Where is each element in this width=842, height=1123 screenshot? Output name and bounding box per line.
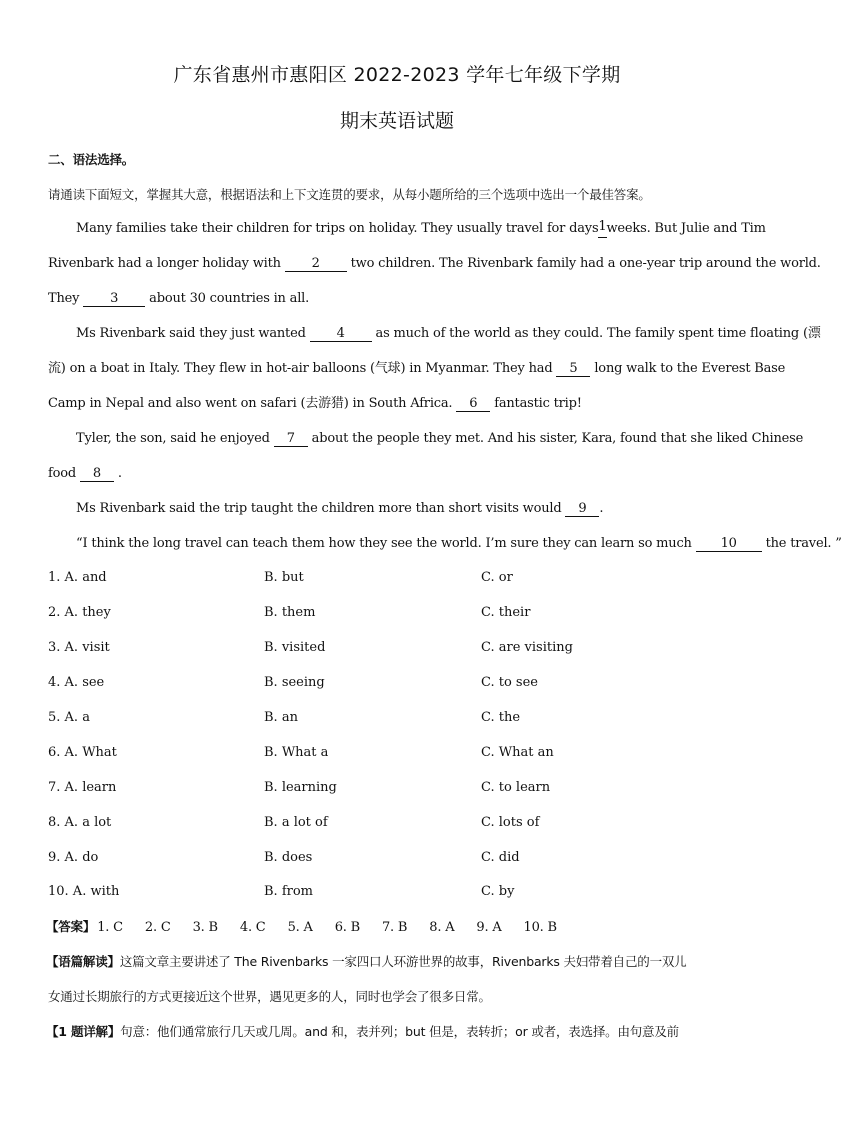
page-title: 广东省惠州市惠阳区 2022-2023 学年七年级下学期 — [173, 64, 621, 86]
analysis-text: 这篇文章主要讲述了 The Rivenbarks 一家四口人环游世界的故事，Rivenbarks 夫妇带着自己的一双儿 — [119, 954, 687, 969]
blank-4: 4 — [310, 327, 372, 342]
option-a: 7. A. learn — [48, 780, 117, 795]
option-a: 10. A. with — [48, 884, 120, 899]
answer-item: 1. C — [97, 920, 123, 935]
option-c: C. lots of — [481, 815, 540, 830]
passage-line — [76, 500, 748, 518]
option-a: 3. A. visit — [48, 640, 110, 655]
blank-3: 3 — [83, 292, 145, 307]
option-c: C. did — [481, 850, 520, 865]
answer-item: 10. B — [523, 920, 557, 935]
passage-text: . — [599, 501, 604, 516]
option-a: 9. A. do — [48, 850, 99, 865]
passage-line — [48, 360, 786, 378]
passage-text: Many families take their children for trips on holiday. They usually travel for days — [76, 221, 599, 236]
passage-line — [48, 255, 821, 273]
option-b: B. a lot of — [264, 815, 328, 830]
option-b: B. visited — [264, 640, 326, 655]
section-heading: 二、语法选择。 — [48, 152, 135, 167]
answer-item: 7. B — [381, 920, 408, 935]
option-b: B. learning — [264, 780, 337, 795]
answer-item: 4. C — [239, 920, 266, 935]
option-c: C. by — [481, 884, 515, 899]
passage-line — [48, 395, 748, 413]
blank-6: 6 — [456, 397, 490, 412]
option-a: 6. A. What — [48, 745, 117, 760]
option-b: B. from — [264, 884, 313, 899]
blank-9: 9 — [565, 502, 599, 517]
passage-text: Camp in Nepal and also went on safari (去游猎) in South Africa. — [48, 396, 457, 411]
blank-5: 5 — [556, 362, 590, 377]
blank-7: 7 — [274, 432, 308, 447]
option-b: B. seeing — [264, 675, 325, 690]
answer-item: 9. A — [476, 920, 502, 935]
section-instruction: 请通读下面短文，掌握其大意，根据语法和上下文连贯的要求，从每小题所给的三个选项中选出一个最佳答案。 — [48, 187, 651, 202]
passage-text: Rivenbark had a longer holiday with — [48, 256, 285, 271]
option-b: B. does — [264, 850, 313, 865]
blank-1: 1 — [598, 220, 606, 238]
blank-8: 8 — [80, 467, 114, 482]
answer-item: 6. B — [334, 920, 360, 935]
blank-2: 2 — [285, 257, 347, 272]
option-a: 1. A. and — [48, 570, 107, 585]
option-b: B. them — [264, 605, 316, 620]
analysis-label: 【语篇解读】 — [46, 954, 120, 969]
answer-key — [46, 918, 746, 937]
passage-line — [76, 219, 766, 238]
passage-line — [76, 325, 821, 343]
passage-text: long walk to the Everest Base — [590, 361, 786, 376]
option-c: C. their — [481, 605, 531, 620]
passage-text: two children. The Rivenbark family had a one-year trip around the world. — [346, 256, 821, 271]
option-c: C. to learn — [481, 780, 551, 795]
option-c: C. are visiting — [481, 640, 573, 655]
passage-text: Ms Rivenbark said they just wanted — [76, 326, 310, 341]
answer-item: 2. C — [144, 920, 171, 935]
passage-text: “I think the long travel can teach them how they see the world. I’m sure they can learn so much — [76, 536, 696, 551]
option-b: B. but — [264, 570, 304, 585]
option-b: B. What a — [264, 745, 329, 760]
detail-text: 句意：他们通常旅行几天或几周。and 和，表并列；but 但是，表转折；or 或者，表选择。由句意及前 — [120, 1024, 679, 1039]
passage-text: about 30 countries in all. — [145, 291, 310, 306]
passage-text: They — [48, 291, 84, 306]
passage-line — [76, 535, 842, 553]
option-a: 8. A. a lot — [48, 815, 112, 830]
page-subtitle: 期末英语试题 — [339, 110, 454, 132]
passage-text: about the people they met. And his sister, Kara, found that she liked Chinese — [307, 431, 804, 446]
option-c: C. to see — [481, 675, 538, 690]
option-c: C. the — [481, 710, 521, 725]
option-b: B. an — [264, 710, 298, 725]
passage-text: food — [48, 466, 80, 481]
option-a: 4. A. see — [48, 675, 105, 690]
passage-text: Tyler, the son, said he enjoyed — [76, 431, 274, 446]
passage-text: the travel. ” — [761, 536, 842, 551]
blank-10: 10 — [696, 537, 762, 552]
passage-text: . — [113, 466, 122, 481]
answer-item: 3. B — [192, 920, 218, 935]
option-a: 5. A. a — [48, 710, 90, 725]
option-a: 2. A. they — [48, 605, 111, 620]
passage-text: fantastic trip! — [490, 396, 582, 411]
passage-text: as much of the world as they could. The family spent time floating (漂 — [371, 326, 821, 341]
answer-label: 【答案】 — [46, 919, 96, 934]
answer-item: 8. A — [429, 920, 455, 935]
passage-line — [76, 430, 804, 448]
passage-line — [48, 465, 748, 483]
option-c: C. What an — [481, 745, 554, 760]
passage-text: 流) on a boat in Italy. They flew in hot-air balloons (气球) in Myanmar. They had — [48, 361, 557, 376]
analysis-line — [46, 953, 746, 971]
passage-text: Ms Rivenbark said the trip taught the children more than short visits would — [76, 501, 566, 516]
detail-line — [46, 1023, 746, 1041]
detail-label: 【1 题详解】 — [46, 1024, 121, 1039]
passage-text: weeks. But Julie and Tim — [606, 221, 766, 236]
option-c: C. or — [481, 570, 513, 585]
passage-line — [48, 290, 748, 308]
analysis-text-cont: 女通过长期旅行的方式更接近这个世界，遇见更多的人，同时也学会了很多日常。 — [48, 989, 491, 1004]
answer-item: 5. A — [287, 920, 313, 935]
